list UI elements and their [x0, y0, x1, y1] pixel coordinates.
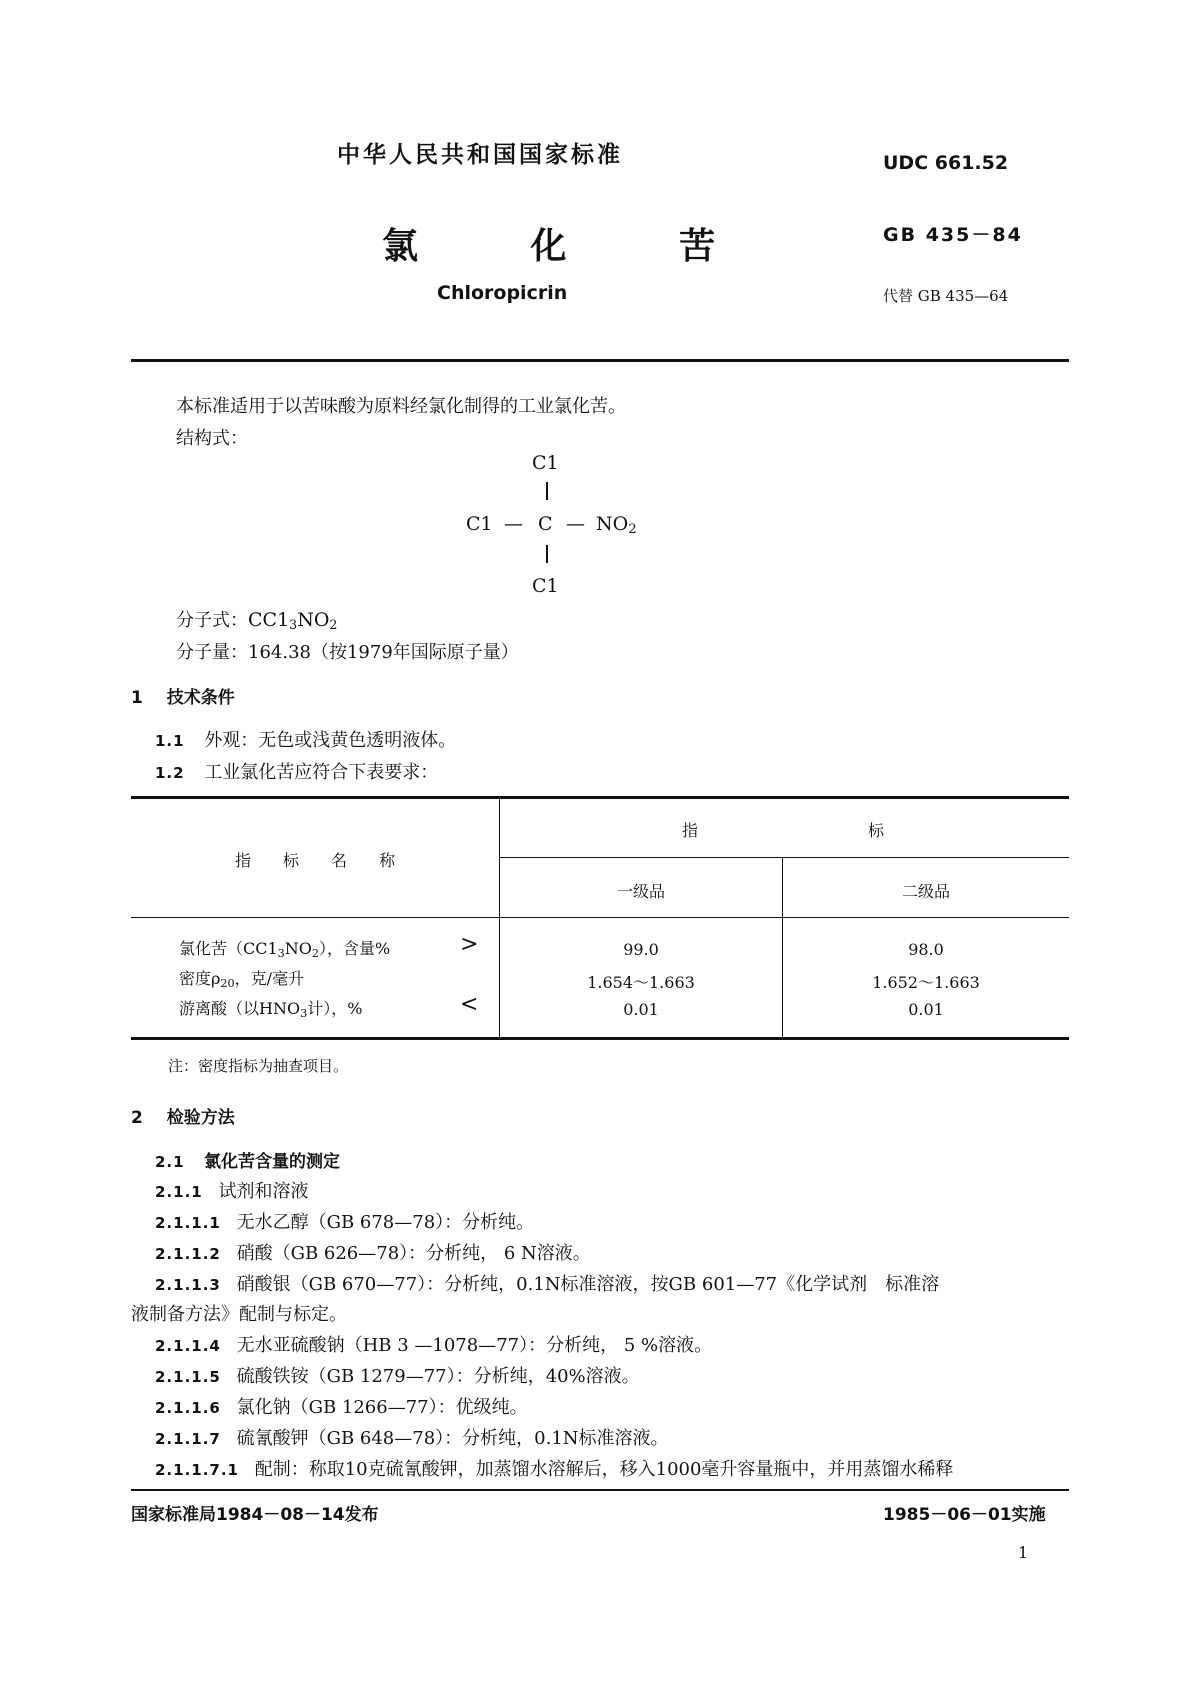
- row-grade-1: 0.01: [623, 1000, 659, 1019]
- row-grade-2: 0.01: [908, 1000, 944, 1019]
- structure-center-c: C: [538, 513, 553, 535]
- item-number: 2.1.1.5: [155, 1368, 221, 1386]
- row-name-sub: 3: [300, 1007, 308, 1020]
- item-number: 2.1.1.7.1: [155, 1461, 239, 1479]
- item-text: 硝酸（GB 626—78）：分析纯， 6 N溶液。: [236, 1243, 591, 1264]
- col-index-header-right: 标: [867, 821, 884, 840]
- section-1-heading: [131, 683, 235, 708]
- national-standard-title: 中华人民共和国国家标准: [337, 142, 623, 168]
- structure-label: 结构式：: [176, 428, 248, 449]
- scope-text: 本标准适用于以苦味酸为原料经氯化制得的工业氯化苦。: [176, 396, 626, 417]
- formula-main: CC1: [248, 609, 290, 631]
- row-name-end: 计），%: [307, 999, 363, 1018]
- list-item: [155, 1424, 669, 1450]
- structure-no2: [596, 513, 637, 535]
- grade-1-header: 一级品: [616, 882, 665, 901]
- item-number: 2.1.1.6: [155, 1399, 221, 1417]
- item-text: 氯化钠（GB 1266—77）：优级纯。: [236, 1397, 528, 1418]
- row-operator: >: [460, 932, 479, 957]
- table-top-border: [131, 796, 1069, 799]
- list-item: [155, 1239, 591, 1265]
- table-header-bottom-line: [131, 917, 1069, 918]
- list-item: [155, 1393, 528, 1419]
- table-note: 注：密度指标为抽查项目。: [168, 1057, 349, 1075]
- item-number: 2.1.1.3: [155, 1276, 221, 1294]
- no2-main: NO: [596, 513, 629, 535]
- mass-value: 164.38（按1979年国际原子量）: [248, 642, 519, 663]
- list-item: [155, 1362, 640, 1388]
- footer-divider: [131, 1489, 1069, 1491]
- header-divider: [131, 359, 1069, 362]
- item-text: 液制备方法》配制与标定。: [131, 1304, 347, 1325]
- item-text: 无水亚硫酸钠（HB 3 —1078—77）：分析纯， 5 %溶液。: [236, 1335, 713, 1356]
- item-number: 1.1: [155, 732, 185, 750]
- row-grade-1: 99.0: [623, 940, 659, 959]
- row-name-sub: 3: [277, 947, 285, 960]
- item-text: 配制：称取10克硫氰酸钾，加蒸馏水溶解后，移入1000毫升容量瓶中，并用蒸馏水稀释: [254, 1459, 954, 1480]
- list-item: [155, 1208, 534, 1234]
- row-name-sub: 20: [220, 977, 235, 990]
- list-item-continuation: [131, 1300, 347, 1326]
- section-2-1-1-number: 2.1.1: [155, 1183, 203, 1201]
- row-grade-2: 1.652～1.663: [872, 973, 980, 992]
- section-2-number: 2: [131, 1108, 143, 1128]
- section-2-1-number: 2.1: [155, 1153, 185, 1171]
- item-text: 无水乙醇（GB 678—78）：分析纯。: [236, 1212, 535, 1233]
- row-name-end: ，克/毫升: [234, 969, 305, 988]
- item-text: 硝酸银（GB 670—77）：分析纯，0.1N标准溶液，按GB 601—77《化学试剂 标准溶: [236, 1274, 940, 1295]
- row-name: 游离酸（以HNO: [179, 999, 301, 1018]
- structure-left-cl: C1: [466, 513, 493, 535]
- item-text: 硫酸铁铵（GB 1279—77）：分析纯，40%溶液。: [236, 1366, 640, 1387]
- formula-mid: NO: [297, 609, 330, 631]
- mass-label: 分子量：: [176, 642, 248, 663]
- table-row: [179, 996, 362, 1019]
- bond-top: [546, 482, 548, 500]
- item-number: 2.1.1.4: [155, 1337, 221, 1355]
- bond-left: —: [504, 513, 523, 535]
- section-2-1-1-title: 试剂和溶液: [218, 1181, 309, 1202]
- section-2-heading: [131, 1103, 235, 1128]
- grade-2-header: 二级品: [901, 882, 950, 901]
- structure-top-cl: C1: [532, 452, 559, 474]
- col-index-header-left: 指: [681, 821, 698, 840]
- item-number: 2.1.1.1: [155, 1214, 221, 1232]
- structure-bottom-cl: C1: [532, 575, 559, 597]
- item-number: 2.1.1.7: [155, 1430, 221, 1448]
- item-text: 外观：无色或浅黄色透明液体。: [204, 730, 457, 751]
- effective-date: 1985－06－01实施: [883, 1505, 1046, 1525]
- row-name-mid: NO: [284, 939, 312, 958]
- section-1-title: 技术条件: [166, 688, 235, 708]
- list-item: [155, 1455, 953, 1481]
- section-2-1-1-heading: [155, 1177, 308, 1203]
- item-text: 工业氯化苦应符合下表要求：: [204, 762, 439, 783]
- english-title: Chloropicrin: [437, 282, 568, 304]
- formula-sub2: 2: [329, 617, 338, 632]
- table-header-mid-line: [500, 857, 1069, 858]
- row-operator: <: [460, 992, 479, 1017]
- document-title: 氯 化 苦: [382, 226, 766, 267]
- table-bottom-border: [131, 1037, 1069, 1040]
- item-number: 1.2: [155, 764, 185, 782]
- formula-label: 分子式：: [176, 610, 248, 631]
- row-name: 氯化苦（CC1: [179, 939, 278, 958]
- row-name-sub2: 2: [311, 947, 320, 960]
- standard-number: GB 435－84: [883, 224, 1023, 246]
- section-2-1-heading: [155, 1147, 340, 1172]
- item-1-2: [155, 758, 438, 784]
- item-1-1: [155, 726, 456, 752]
- bond-bottom: [546, 545, 548, 563]
- col-name-header: 指 标 名 称: [234, 851, 395, 870]
- page-number: 1: [1018, 1543, 1029, 1562]
- row-name-end: ），含量%: [319, 939, 391, 958]
- replaces-standard: 代替 GB 435—64: [883, 287, 1009, 305]
- issued-date: 国家标准局1984－08－14发布: [131, 1505, 379, 1525]
- item-text: 硫氰酸钾（GB 648—78）：分析纯，0.1N标准溶液。: [236, 1428, 669, 1449]
- table-row: [179, 936, 390, 959]
- section-2-title: 检验方法: [166, 1108, 235, 1128]
- list-item: [155, 1270, 939, 1296]
- row-name: 密度ρ: [179, 969, 221, 988]
- row-grade-1: 1.654～1.663: [587, 973, 695, 992]
- molecular-mass: [176, 638, 519, 664]
- table-row: [179, 966, 304, 989]
- section-1-number: 1: [131, 688, 143, 708]
- bond-right: —: [566, 513, 585, 535]
- molecular-formula: [176, 606, 337, 632]
- item-number: 2.1.1.2: [155, 1245, 221, 1263]
- udc-number: UDC 661.52: [883, 152, 1009, 174]
- list-item: [155, 1331, 712, 1357]
- section-2-1-title: 氯化苦含量的测定: [203, 1152, 340, 1172]
- no2-sub: 2: [628, 522, 637, 537]
- row-grade-2: 98.0: [908, 940, 944, 959]
- formula-sub1: 3: [289, 617, 298, 632]
